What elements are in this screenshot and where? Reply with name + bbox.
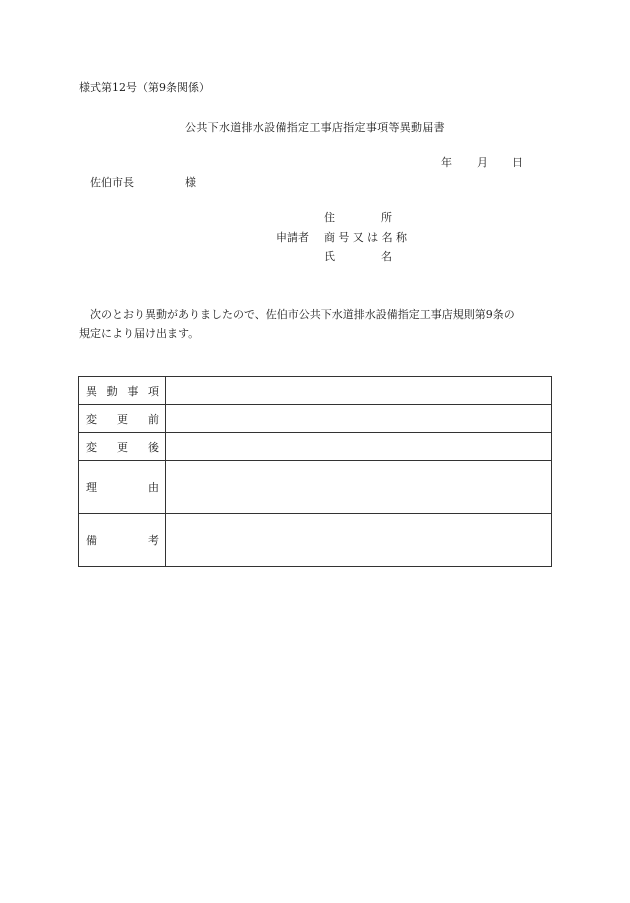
before-change-field[interactable] (166, 405, 552, 433)
char: 変 (86, 412, 97, 426)
char: 後 (148, 440, 159, 454)
date-year-label: 年 (441, 156, 452, 169)
change-item-field[interactable] (166, 377, 552, 405)
char: 事 (127, 384, 139, 398)
form-number: 様式第12号（第9条関係） (79, 81, 210, 94)
char: 備 (86, 534, 97, 547)
change-details-table (78, 376, 552, 567)
date-day-label: 日 (512, 156, 523, 169)
body-line-2: 規定により届け出ます。 (79, 327, 200, 340)
table-row (79, 514, 552, 567)
char: 更 (117, 412, 128, 426)
after-change-field[interactable] (166, 433, 552, 461)
row-label-remarks (79, 514, 166, 567)
char: 変 (86, 440, 97, 454)
applicant-label: 申請者 (276, 231, 309, 244)
addressee-name: 佐伯市長 (90, 176, 134, 189)
row-label-reason (79, 461, 166, 514)
char: 称 (395, 231, 407, 244)
date-month-label: 月 (477, 156, 488, 169)
char: 所 (381, 211, 392, 224)
body-line-1: 次のとおり異動がありましたので、佐伯市公共下水道排水設備指定工事店規則第9条の (79, 308, 515, 321)
row-label-after (79, 433, 166, 461)
table-row (79, 433, 552, 461)
applicant-address-label (324, 211, 392, 225)
char: 名 (381, 250, 392, 263)
row-label-before (79, 405, 166, 433)
table-row (79, 405, 552, 433)
row-label-change-item (79, 377, 166, 405)
char: 又 (352, 231, 364, 244)
applicant-person-name-label (324, 250, 392, 264)
char: 由 (148, 481, 159, 494)
table-row (79, 461, 552, 514)
char: 前 (148, 412, 159, 426)
document-title: 公共下水道排水設備指定工事店指定事項等異動届書 (185, 121, 445, 134)
applicant-trade-name-label (324, 231, 407, 245)
char: 住 (324, 211, 335, 224)
char: 号 (338, 231, 350, 244)
char: 商 (324, 231, 335, 244)
char: 更 (117, 440, 128, 454)
table-row (79, 377, 552, 405)
addressee-honorific: 様 (185, 176, 196, 189)
body-text (79, 305, 559, 343)
char: 考 (148, 534, 159, 547)
char: 理 (86, 481, 97, 494)
char: 項 (147, 384, 159, 398)
char: 名 (381, 231, 393, 244)
char: 異 (86, 384, 97, 398)
reason-field[interactable] (166, 461, 552, 514)
char: 動 (106, 384, 118, 398)
char: 氏 (324, 250, 335, 263)
remarks-field[interactable] (166, 514, 552, 567)
char: は (367, 231, 379, 244)
